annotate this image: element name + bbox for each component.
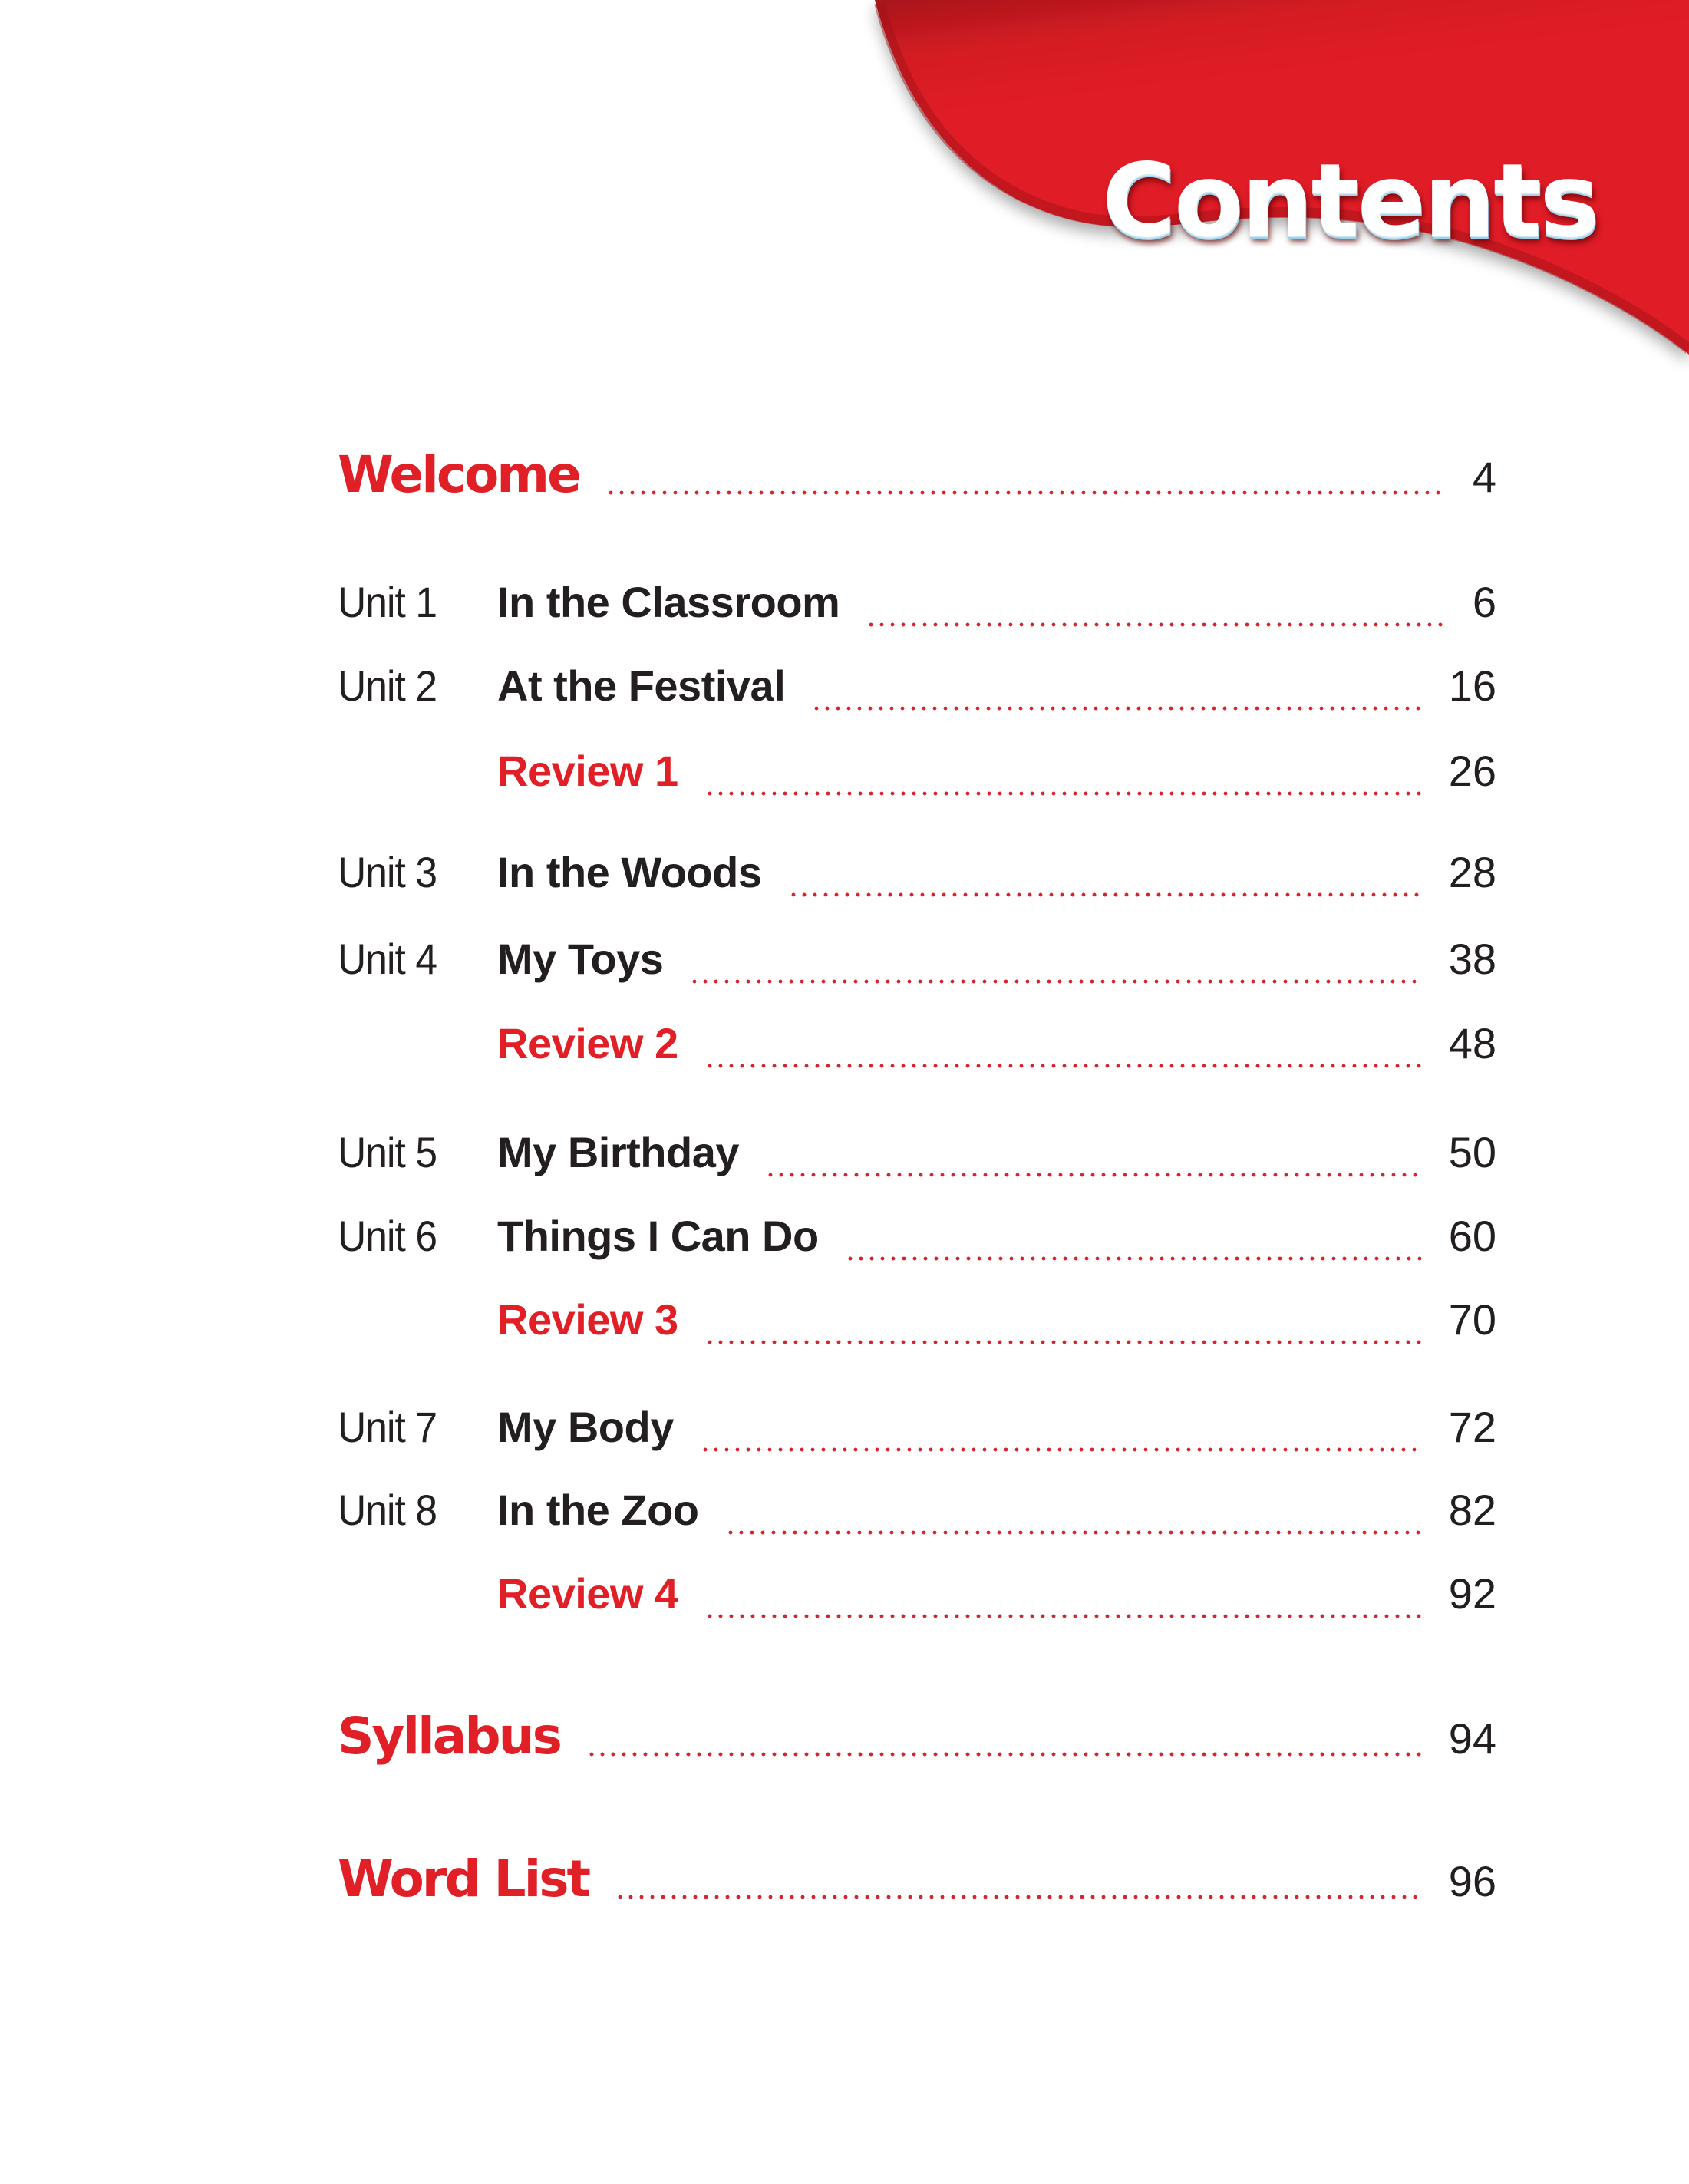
entry-title: My Birthday bbox=[497, 1128, 739, 1176]
entry-title: Things I Can Do bbox=[497, 1212, 819, 1260]
toc-entry-review-1[interactable] bbox=[338, 746, 1496, 807]
dot-leader bbox=[704, 790, 1423, 797]
toc-entry-unit-4[interactable] bbox=[338, 934, 1496, 995]
unit-label: Unit 8 bbox=[338, 1486, 437, 1534]
toc-entry-unit-3[interactable] bbox=[338, 847, 1496, 909]
page-number: 38 bbox=[1448, 935, 1496, 983]
toc-entry-unit-8[interactable] bbox=[338, 1485, 1496, 1546]
entry-title: My Body bbox=[497, 1403, 674, 1451]
toc-entry-review-4[interactable] bbox=[338, 1569, 1496, 1630]
entry-title: In the Woods bbox=[497, 848, 762, 896]
page-number: 60 bbox=[1448, 1212, 1496, 1260]
page-number: 16 bbox=[1448, 661, 1496, 710]
dot-leader bbox=[704, 1063, 1423, 1069]
page-number: 26 bbox=[1448, 747, 1496, 795]
dot-leader bbox=[765, 1172, 1423, 1178]
unit-label: Unit 4 bbox=[338, 935, 437, 983]
page-number: 96 bbox=[1448, 1857, 1496, 1905]
entry-title: At the Festival bbox=[497, 661, 786, 710]
unit-label: Unit 5 bbox=[338, 1128, 437, 1176]
page-number: 72 bbox=[1448, 1403, 1496, 1451]
dot-leader bbox=[811, 705, 1422, 711]
page-number: 50 bbox=[1448, 1128, 1496, 1176]
toc-entry-unit-2[interactable] bbox=[338, 661, 1496, 722]
unit-label: Unit 1 bbox=[338, 578, 437, 626]
toc-entry-unit-1[interactable] bbox=[338, 577, 1496, 638]
dot-leader bbox=[615, 1894, 1423, 1900]
section-title: Welcome bbox=[338, 445, 579, 504]
page-number: 82 bbox=[1448, 1486, 1496, 1534]
dot-leader bbox=[700, 1447, 1423, 1453]
unit-label: Unit 3 bbox=[338, 848, 437, 896]
entry-title: My Toys bbox=[497, 935, 664, 983]
page-number: 70 bbox=[1448, 1295, 1496, 1344]
unit-label: Unit 7 bbox=[338, 1403, 437, 1451]
dot-leader bbox=[704, 1613, 1423, 1619]
toc-entry-unit-7[interactable] bbox=[338, 1402, 1496, 1463]
review-title: Review 1 bbox=[497, 747, 678, 795]
toc-section-syllabus[interactable] bbox=[338, 1707, 1496, 1768]
entry-title: In the Classroom bbox=[497, 578, 840, 626]
page-number: 4 bbox=[1472, 453, 1496, 501]
dot-leader bbox=[788, 892, 1423, 898]
page-number: 28 bbox=[1448, 848, 1496, 896]
toc-section-word-list[interactable] bbox=[338, 1849, 1496, 1911]
dot-leader bbox=[866, 622, 1447, 628]
dot-leader bbox=[605, 490, 1447, 496]
unit-label: Unit 2 bbox=[338, 661, 437, 710]
review-title: Review 2 bbox=[497, 1019, 678, 1067]
page-number: 48 bbox=[1448, 1019, 1496, 1067]
dot-leader bbox=[704, 1339, 1423, 1345]
review-title: Review 3 bbox=[497, 1295, 678, 1344]
page-number: 6 bbox=[1472, 578, 1496, 626]
dot-leader bbox=[689, 978, 1422, 985]
review-title: Review 4 bbox=[497, 1569, 678, 1618]
entry-title: In the Zoo bbox=[497, 1486, 699, 1534]
section-title: Word List bbox=[338, 1849, 589, 1909]
page-number: 94 bbox=[1448, 1714, 1496, 1763]
toc-entry-review-2[interactable] bbox=[338, 1018, 1496, 1080]
dot-leader bbox=[586, 1751, 1423, 1757]
dot-leader bbox=[725, 1529, 1423, 1536]
unit-label: Unit 6 bbox=[338, 1212, 437, 1260]
dot-leader bbox=[845, 1255, 1423, 1262]
toc-entry-review-3[interactable] bbox=[338, 1295, 1496, 1356]
toc-entry-unit-5[interactable] bbox=[338, 1127, 1496, 1189]
section-title: Syllabus bbox=[338, 1707, 560, 1766]
toc-section-welcome[interactable] bbox=[338, 445, 1496, 506]
page-title: Contents bbox=[1102, 142, 1598, 261]
page-number: 92 bbox=[1448, 1569, 1496, 1618]
toc-entry-unit-6[interactable] bbox=[338, 1211, 1496, 1272]
